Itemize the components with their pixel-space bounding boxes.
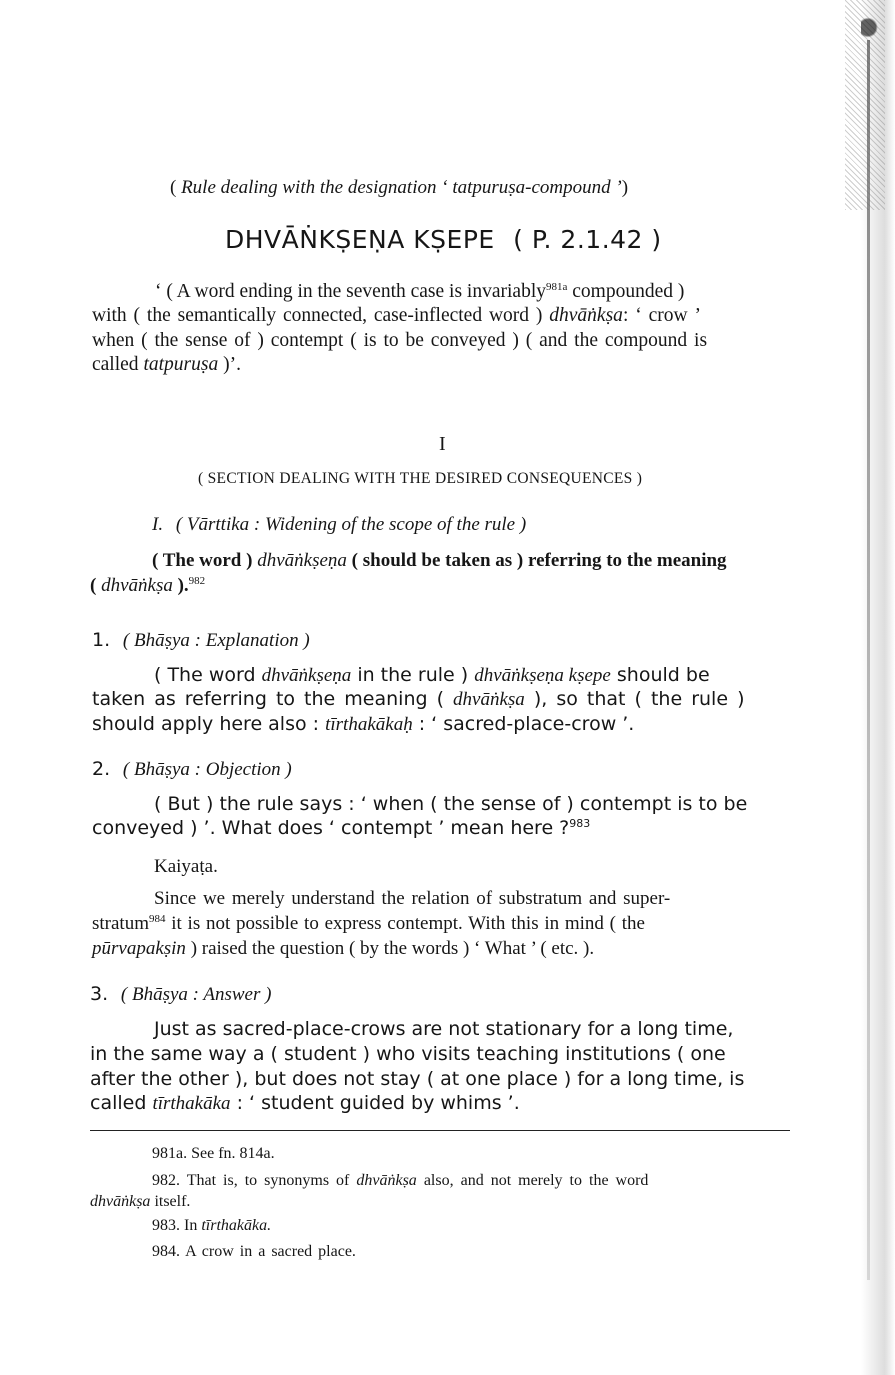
term-tirthakakah: tīrthakākaḥ [325,714,413,735]
section-heading: ( SECTION DEALING WITH THE DESIRED CONSEQUENCES ) [198,470,643,487]
subtitle-close: ) [621,177,629,198]
bhasya3-title: ( Bhāṣya : Answer ) [120,984,272,1005]
footnote-982-term: dhvāṅkṣa [356,1172,417,1189]
bhasya2-title: ( Bhāṣya : Objection ) [122,759,292,780]
bhasya1-line1-b: in the rule ) [351,664,475,686]
footnote-982-line1 [152,1172,648,1190]
kaiyata-line1: Since we merely understand the relation of substratum and super- [154,888,671,909]
varttika-line1 [152,550,727,572]
bhasya3-number: 3. [90,983,109,1005]
varttika-heading [152,514,526,536]
rule-reference: ( P. 2.1.42 ) [513,225,662,254]
bhasya1-line2-b: ), so that ( the rule ) [524,688,745,710]
kaiyata-line2-a: stratum [92,913,149,934]
rule-title [225,225,662,254]
term-tirthakaka: tīrthakāka [152,1093,231,1114]
varttika-number: I. [152,514,164,535]
bhasya1-line3-b: : ‘ sacred-place-crow ’. [412,713,635,735]
bhasya3-line3: after the other ), but does not stay ( at one place ) for a long time, is [90,1068,745,1090]
term-dhvanksa-2: dhvāṅkṣa [101,575,173,596]
bhasya1-number: 1. [92,629,111,651]
intro-line4: called [92,354,144,375]
varttika-line2-end: ). [172,575,189,596]
bhasya3-line4-a: called [90,1092,153,1114]
bhasya1-title: ( Bhāṣya : Explanation ) [122,630,310,651]
bhasya1-line1 [154,664,710,687]
bhasya1-line2 [92,688,744,711]
footnote-983 [152,1217,271,1235]
footnote-982-b: also, and not merely to the word [416,1172,649,1189]
kaiyata-line3 [92,938,594,960]
footnote-ref-983: 983 [569,817,591,830]
footnote-982-line2 [90,1193,190,1211]
bhasya1-heading [92,629,310,652]
rule-subtitle [170,177,628,199]
term-dhvanksa: dhvāṅkṣa [549,305,623,326]
varttika-line1-end: ( should be taken as ) referring to the meaning [346,550,727,571]
kaiyata-line3-b: ) raised the question ( by the words ) ‘ What ’ ( etc. ). [185,938,595,959]
scan-edge [861,0,895,1375]
bhasya2-number: 2. [92,758,111,780]
intro-line1-end: compounded ) [567,281,685,302]
intro-line4-end: )’. [218,354,241,375]
footnote-983-a: 983. In [152,1217,202,1234]
term-dhvanksa-3: dhvāṅkṣa [453,689,525,710]
bhasya3-heading [90,983,271,1006]
intro-line2: with ( the semantically connected, case-inflected word ) [92,305,550,326]
footnote-981a: 981a. See fn. 814a. [152,1145,275,1162]
footnote-982-term2: dhvāṅkṣa [90,1193,151,1210]
bhasya3-line4-b: : ‘ student guided by whims ’. [230,1092,520,1114]
bhasya1-line3-a: should apply here also : [92,713,326,735]
varttika-line2-start: ( [90,575,102,596]
intro-line2-end: : ‘ crow ’ [622,305,701,326]
footnote-ref-981a: 981a [546,281,568,293]
kaiyata-label: Kaiyaṭa. [154,856,218,877]
footnote-divider [90,1130,790,1131]
bhasya2-line1: ( But ) the rule says : ‘ when ( the sense of ) contempt is to be [154,793,748,815]
intro-line1: ‘ ( A word ending in the seventh case is invariably [155,281,546,302]
bhasya1-line2-a: taken as referring to the meaning ( [92,688,454,710]
term-purvapaksin: pūrvapakṣin [92,938,186,959]
bhasya3-line2: in the same way a ( student ) who visits teaching institutions ( one [90,1043,726,1065]
footnote-982-a: 982. That is, to synonyms of [152,1172,357,1189]
term-tatpurusa: tatpuruṣa [143,354,219,375]
subtitle-text: Rule dealing with the designation [181,177,442,198]
footnote-ref-984: 984 [149,913,166,925]
bhasya2-line2 [92,817,590,839]
footnote-984: 984. A crow in a sacred place. [152,1243,356,1260]
varttika-line2 [90,575,205,597]
footnote-983-term: tīrthakāka. [201,1217,272,1234]
bhasya2-line2-text: conveyed ) ’. What does ‘ contempt ’ mean here ? [92,817,570,839]
footnote-982-c: itself. [150,1193,191,1210]
kaiyata-line2 [92,913,645,935]
bhasya1-line1-a: ( The word [154,664,262,686]
term-dhvanksena: dhvāṅkṣeṇa [257,550,347,571]
bhasya1-line3 [92,713,634,736]
varttika-title: ( Vārttika : Widening of the scope of the rule ) [175,514,527,535]
subtitle-open: ( [170,177,182,198]
varttika-line1-start: ( The word ) [152,550,258,571]
kaiyata-line2-b: it is not possible to express contempt. With this in mind ( the [165,913,645,934]
bhasya2-heading [92,758,292,781]
section-numeral: I [439,433,446,455]
term-rule-name: dhvāṅkṣeṇa kṣepe [474,665,611,686]
intro-line3: when ( the sense of ) contempt ( is to be conveyed ) ( and the compound is [92,330,708,351]
subtitle-quote: ‘ tatpuruṣa-compound ’ [441,177,622,198]
bhasya1-line1-c: should be [610,664,710,686]
bhasya3-line4 [90,1092,520,1115]
footnote-ref-982: 982 [188,575,206,587]
term-dhvanksena-rule: dhvāṅkṣeṇa [261,665,352,686]
bhasya3-line1: Just as sacred-place-crows are not stationary for a long time, [154,1018,734,1040]
rule-title-text: DHVĀṄKṢEṆA KṢEPE [225,225,495,254]
